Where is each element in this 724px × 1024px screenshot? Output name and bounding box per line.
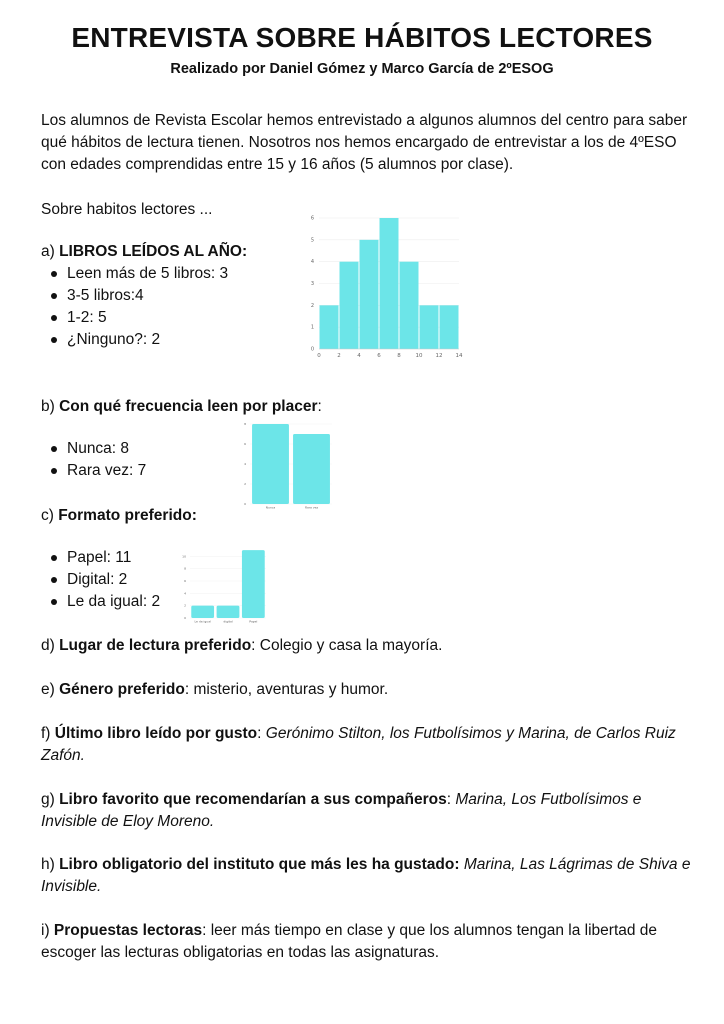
y-tick-label: 2	[184, 603, 186, 608]
question-g-sep: :	[446, 791, 456, 808]
question-c-list	[41, 547, 160, 613]
reading-frequency-bar-chart	[240, 420, 340, 512]
question-i-heading: Propuestas lectoras	[53, 922, 203, 939]
histogram-bar	[320, 305, 339, 349]
histogram-bar	[380, 218, 399, 349]
question-h	[41, 854, 701, 898]
category-label: Papel	[249, 619, 258, 624]
page-title: ENTREVISTA SOBRE HÁBITOS LECTORES	[71, 22, 653, 53]
question-e-heading: Género preferido	[59, 681, 185, 698]
bar	[252, 424, 289, 504]
y-tick-label: 8	[244, 422, 246, 426]
category-label: Le da igual	[194, 619, 211, 624]
question-g-prefix: g)	[41, 791, 60, 808]
x-tick-label: 10	[415, 353, 423, 359]
intro-paragraph: Los alumnos de Revista Escolar hemos entrevistado a algunos alumnos del centro para saber qué hábitos de lectura tienen. Nosotros nos hemos encargado de entrevistar a los de 4ºESO con edades comprendidas entre 15 y 16 años (5 alumnos por clase).	[41, 112, 688, 173]
question-f	[41, 723, 701, 767]
x-tick-label: 0	[317, 353, 321, 359]
list-item: Digital: 2	[41, 569, 160, 591]
y-tick-label: 10	[182, 554, 186, 559]
histogram-bar	[400, 262, 419, 349]
y-tick-label: 1	[310, 324, 314, 331]
y-tick-label: 2	[244, 482, 246, 486]
question-a-heading: LIBROS LEÍDOS AL AÑO:	[59, 243, 248, 260]
question-e-text: : misterio, aventuras y humor.	[184, 681, 389, 698]
list-item: Nunca: 8	[41, 438, 146, 460]
question-f-prefix: f)	[41, 725, 55, 742]
list-item: Papel: 11	[41, 547, 160, 569]
question-f-sep: :	[257, 725, 266, 742]
category-label: Nunca	[265, 505, 276, 510]
x-tick-label: 4	[357, 353, 361, 359]
list-item: Leen más de 5 libros: 3	[41, 263, 228, 285]
y-tick-label: 8	[184, 566, 186, 571]
x-tick-label: 14	[455, 353, 463, 359]
question-f-answer: Gerónimo Stilton, los Futbolísimos y Marina, de Carlos Ruiz Zafón.	[41, 725, 676, 764]
bar	[191, 606, 214, 618]
question-d-heading: Lugar de lectura preferido	[59, 637, 252, 654]
y-tick-label: 3	[310, 281, 314, 287]
list-item: ¿Ninguno?: 2	[41, 329, 228, 351]
list-item: 3-5 libros:4	[41, 285, 228, 307]
question-b-suffix: :	[317, 398, 322, 415]
question-d-prefix: d)	[41, 637, 60, 654]
question-a-list	[41, 263, 228, 351]
question-i-text: : leer más tiempo en clase y que los alumnos tengan la libertad de escoger las lecturas obligatorias en todas las asignaturas.	[41, 922, 658, 961]
question-e-prefix: e)	[41, 681, 60, 698]
y-tick-label: 4	[184, 591, 186, 596]
y-tick-label: 0	[310, 346, 314, 353]
question-c-prefix: c)	[41, 507, 59, 524]
histogram-bar	[440, 305, 459, 349]
bar	[293, 434, 330, 504]
histogram-bar	[420, 305, 439, 349]
question-c	[41, 505, 701, 527]
y-tick-label: 6	[184, 579, 186, 583]
question-g	[41, 789, 701, 833]
y-tick-label: 5	[310, 237, 314, 244]
question-d	[41, 635, 701, 657]
list-item: 1-2: 5	[41, 307, 228, 329]
x-tick-label: 12	[435, 353, 443, 359]
question-f-heading: Último libro leído por gusto	[54, 725, 258, 742]
page-subtitle: Realizado por Daniel Gómez y Marco García de 2ºESOG	[170, 61, 554, 77]
list-item: Le da igual: 2	[41, 591, 160, 613]
histogram-bar	[340, 262, 359, 349]
question-g-heading: Libro favorito que recomendarían a sus compañeros	[59, 791, 447, 808]
category-label: Rara vez	[304, 505, 319, 510]
books-per-year-histogram	[305, 210, 465, 360]
x-tick-label: 8	[397, 353, 401, 359]
question-b-prefix: b)	[41, 398, 60, 415]
question-i-prefix: i)	[41, 922, 54, 939]
bar	[217, 606, 240, 618]
y-tick-label: 4	[244, 462, 246, 466]
question-h-answer: Marina, Las Lágrimas de Shiva e Invisible.	[41, 856, 691, 895]
section-intro: Sobre habitos lectores ...	[41, 201, 213, 218]
question-h-prefix: h)	[41, 856, 60, 873]
preferred-format-bar-chart	[180, 540, 272, 624]
histogram-bar	[360, 240, 379, 349]
question-e	[41, 679, 701, 701]
bar	[242, 550, 265, 618]
question-b	[41, 396, 701, 418]
y-tick-label: 0	[244, 502, 246, 506]
y-tick-label: 2	[310, 302, 314, 309]
y-tick-label: 6	[244, 442, 246, 446]
x-tick-label: 6	[377, 353, 381, 359]
y-tick-label: 6	[310, 215, 314, 222]
question-h-heading: Libro obligatorio del instituto que más les ha gustado:	[59, 856, 460, 873]
y-tick-label: 0	[184, 616, 186, 620]
list-item: Rara vez: 7	[41, 460, 146, 482]
question-i	[41, 920, 701, 964]
question-g-answer: Marina, Los Futbolísimos e Invisible de Eloy Moreno.	[41, 791, 642, 830]
question-b-heading: Con qué frecuencia leen por placer	[59, 398, 318, 415]
question-d-text: : Colegio y casa la mayoría.	[251, 637, 443, 654]
question-a-prefix: a)	[41, 243, 60, 260]
question-b-list	[41, 438, 146, 482]
y-tick-label: 4	[310, 259, 314, 266]
x-tick-label: 2	[337, 353, 341, 359]
question-c-heading: Formato preferido:	[58, 507, 197, 524]
category-label: digital	[223, 619, 233, 624]
